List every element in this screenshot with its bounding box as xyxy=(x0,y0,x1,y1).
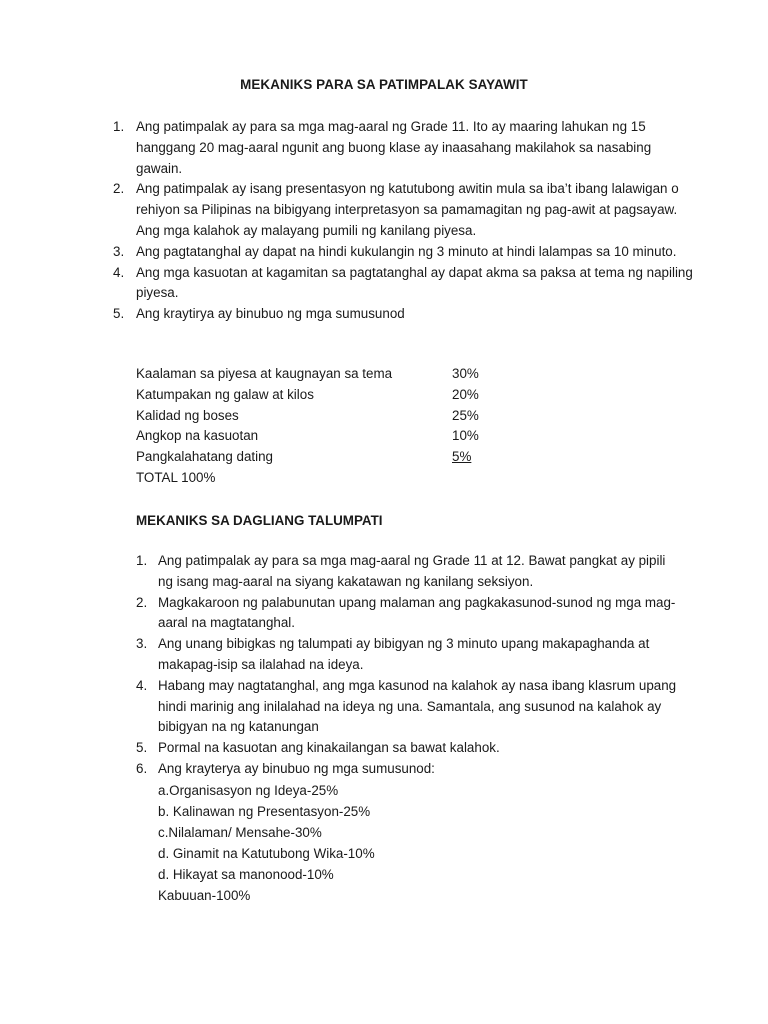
criteria-line: d. Ginamit na Katutubong Wika-10% xyxy=(158,846,375,861)
criteria-label: Katumpakan ng galaw at kilos xyxy=(136,386,314,402)
criteria-value: 25% xyxy=(452,407,479,423)
document-title: MEKANIKS PARA SA PATIMPALAK SAYAWIT xyxy=(240,77,528,92)
criteria-value: 5% xyxy=(452,449,472,465)
item-number: 2. xyxy=(136,594,148,610)
item-text: Ang kraytirya ay binubuo ng mga sumusunod xyxy=(136,306,405,322)
item-number: 1. xyxy=(113,119,125,134)
criteria-row xyxy=(136,426,536,447)
talumpati-mechanics-list xyxy=(0,551,678,780)
list-item xyxy=(0,304,696,325)
criteria-value: 30% xyxy=(452,366,479,381)
item-text: Habang may nagtatanghal, ang mga kasunod na kalahok ay nasa ibang klasrum upang hindi marinig ang inilalahad na ideya ng una. Samantala, ang susunod na kalahok ay bibigyan na ng katanungan xyxy=(158,677,677,735)
sayawit-mechanics-list xyxy=(0,117,696,325)
criteria-row xyxy=(136,385,536,406)
item-text: Ang mga kasuotan at kagamitan sa pagtatanghal ay dapat akma sa paksa at tema ng napiling piyesa. xyxy=(136,264,693,301)
criteria-value: 20% xyxy=(452,386,479,402)
list-item xyxy=(0,634,678,676)
list-item xyxy=(0,117,696,179)
item-number: 2. xyxy=(113,181,125,197)
sayawit-criteria-table xyxy=(136,364,536,489)
list-item xyxy=(0,676,678,738)
item-number: 4. xyxy=(113,264,125,280)
list-item xyxy=(0,263,696,305)
criteria-row xyxy=(136,447,536,468)
item-number: 3. xyxy=(136,636,148,652)
criteria-label: Angkop na kasuotan xyxy=(136,428,259,444)
criteria-value: 10% xyxy=(452,428,479,444)
criteria-line: d. Hikayat sa manonood-10% xyxy=(158,867,334,882)
item-number: 1. xyxy=(136,553,148,568)
criteria-total: TOTAL 100% xyxy=(136,469,216,485)
criteria-label: Kalidad ng boses xyxy=(136,407,239,423)
item-number: 6. xyxy=(136,760,148,776)
section2-title: MEKANIKS SA DAGLIANG TALUMPATI xyxy=(136,513,383,528)
list-item xyxy=(0,738,678,759)
criteria-line: c.Nilalaman/ Mensahe-30% xyxy=(158,825,322,840)
list-item xyxy=(0,759,678,780)
list-item xyxy=(0,593,678,635)
item-text: Ang pagtatanghal ay dapat na hindi kukulangin ng 3 minuto at hindi lalampas sa 10 minuto. xyxy=(136,243,677,259)
item-text: Ang patimpalak ay isang presentasyon ng katutubong awitin mula sa iba’t ibang lalawigan o rehiyon sa Pilipinas na bibigyang interpretasyon sa pamamagitan ng pag-awit at pagsayaw. Ang mga kalahok ay malayang pumili ng kanilang piyesa. xyxy=(136,181,679,238)
talumpati-criteria-list xyxy=(158,780,375,906)
item-number: 5. xyxy=(113,306,125,322)
criteria-line: b. Kalinawan ng Presentasyon-25% xyxy=(158,804,371,819)
list-item xyxy=(0,179,696,241)
criteria-label: Kaalaman sa piyesa at kaugnayan sa tema xyxy=(136,366,393,381)
item-text: Ang krayterya ay binubuo ng mga sumusunod: xyxy=(158,760,435,776)
item-text: Ang patimpalak ay para sa mga mag-aaral ng Grade 11. Ito ay maaring lahukan ng 15 hanggang 20 mag-aaral ngunit ang buong klase ay inaasahang makilahok sa nasabing gawain. xyxy=(136,119,652,176)
item-text: Ang patimpalak ay para sa mga mag-aaral ng Grade 11 at 12. Bawat pangkat ay pipili ng isang mag-aaral na siyang kakatawan ng kanilang seksiyon. xyxy=(158,553,666,589)
item-text: Magkakaroon ng palabunutan upang malaman ang pagkakasunod-sunod ng mga mag-aaral na magtatanghal. xyxy=(158,594,676,631)
criteria-total-row xyxy=(136,468,536,489)
criteria-row xyxy=(136,406,536,427)
item-number: 3. xyxy=(113,243,125,259)
item-number: 5. xyxy=(136,740,148,756)
criteria-line: a.Organisasyon ng Ideya-25% xyxy=(158,783,339,798)
item-text: Pormal na kasuotan ang kinakailangan sa bawat kalahok. xyxy=(158,740,500,756)
list-item xyxy=(0,551,678,593)
list-item xyxy=(0,242,696,263)
item-number: 4. xyxy=(136,677,148,693)
criteria-row xyxy=(136,364,536,385)
criteria-label: Pangkalahatang dating xyxy=(136,449,273,465)
item-text: Ang unang bibigkas ng talumpati ay bibigyan ng 3 minuto upang makapaghanda at makapag-isip sa ilalahad na ideya. xyxy=(158,636,650,672)
criteria-total-line: Kabuuan-100% xyxy=(158,888,251,903)
